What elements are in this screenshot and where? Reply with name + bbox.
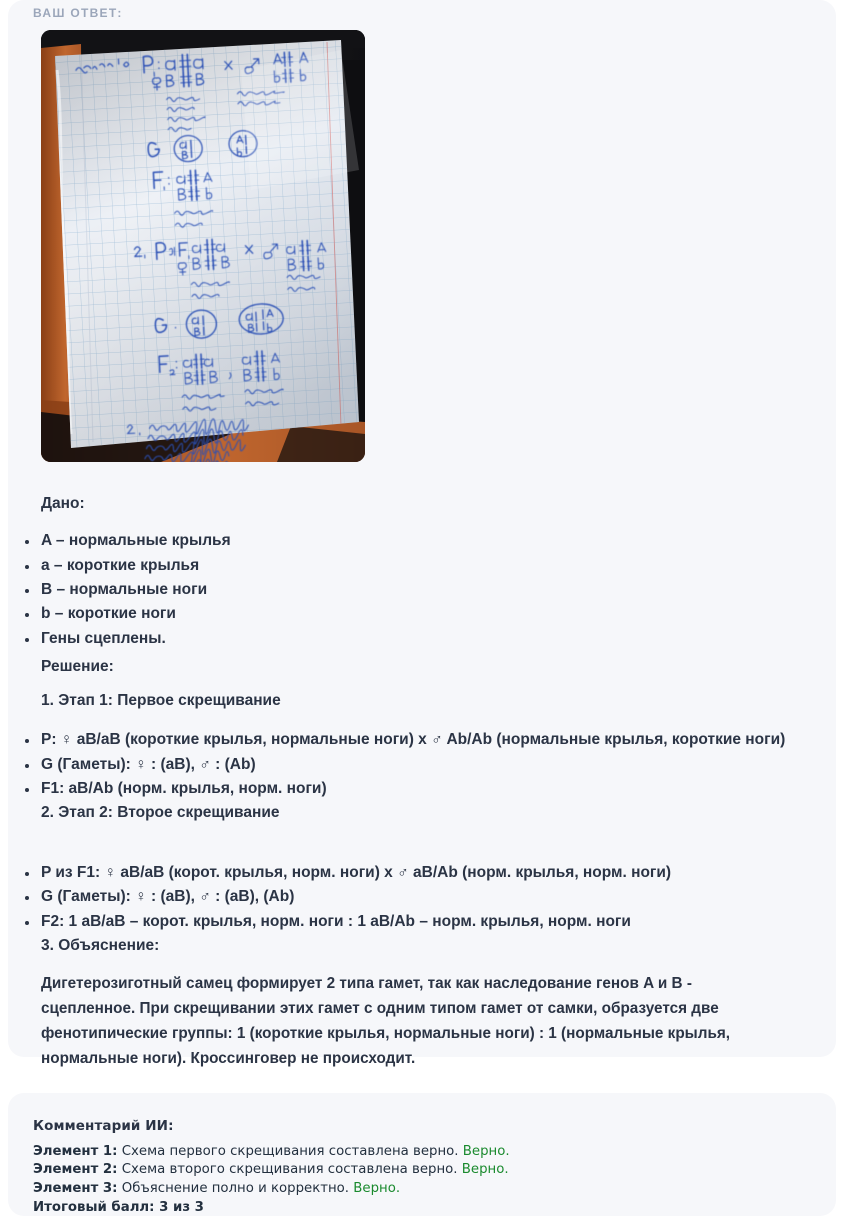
ai-criterion-label: Элемент 3: [33,1180,118,1196]
list-item: P из F1: ♀ aB/aB (корот. крылья, норм. ноги) x ♂ aB/Ab (норм. крылья, норм. ноги) [8,861,836,885]
ai-criterion-verdict: Верно. [461,1162,509,1178]
ai-criterion-text: Схема первого скрещивания составлена верно. [121,1144,459,1159]
handwritten-answer-photo[interactable] [41,30,365,462]
ai-criterion-row [33,1161,816,1179]
ai-criterion-text: Схема второго скрещивания составлена верно. [121,1162,458,1178]
ai-total-score: Итоговый балл: 3 из 3 [33,1199,204,1215]
stage2-list [8,861,836,959]
list-item: P: ♀ aB/aB (короткие крылья, нормальные ноги) x ♂ Ab/Ab (нормальные крылья, короткие ноги) [8,728,836,752]
list-item: F1: aB/Ab (норм. крылья, норм. ноги) [8,777,836,801]
ai-criterion-text: Объяснение полно и корректно. [121,1180,350,1196]
your-answer-label: ВАШ ОТВЕТ: [33,6,123,20]
list-item: G (Гаметы): ♀ : (aB), ♂ : (aB), (Ab) [8,885,836,909]
list-item: Гены сцеплены. [8,627,836,651]
given-title: Дано: [41,495,85,512]
list-item: A – нормальные крылья [8,529,836,553]
ai-comment-title: Комментарий ИИ: [33,1118,174,1134]
ai-criterion-row [33,1143,816,1161]
given-list [8,529,836,679]
ai-comment-card [8,1093,836,1216]
stage1-list [8,728,836,826]
stage2-title: 2. Этап 2: Второе скрещивание [41,804,280,822]
solution-title: Решение: [41,658,114,676]
ai-criterion-label: Элемент 1: [33,1144,118,1159]
list-item: a – короткие крылья [8,554,836,578]
your-answer-card [8,0,836,1067]
ai-criterion-verdict: Верно. [353,1180,401,1196]
stage1-title: 1. Этап 1: Первое скрещивание [41,692,281,710]
ai-criterion-verdict: Верно. [462,1144,510,1159]
list-item: G (Гаметы): ♀ : (aB), ♂ : (Ab) [8,753,836,777]
ai-criterion-row [33,1180,816,1198]
list-item: b – короткие ноги [8,602,836,626]
photo-content [41,30,365,462]
stage3-title: 3. Объяснение: [41,936,160,954]
ai-criterion-label: Элемент 2: [33,1162,118,1178]
explanation-paragraph: Дигетерозиготный самец формирует 2 типа гамет, так как наследование генов A и B - сцепленное. При скрещивании этих гамет с одним типом гамет от самки, образуется две фенотипические группы: 1 (короткие крылья, нормальные ноги) : 1 (нормальные крылья, нормальные ноги). Кроссинговер не происходит. [41,975,731,1067]
list-item: B – нормальные ноги [8,578,836,602]
list-item: F2: 1 aB/aB – корот. крылья, норм. ноги : 1 aB/Ab – норм. крылья, норм. ноги [8,910,836,934]
answer-body [8,494,836,1071]
